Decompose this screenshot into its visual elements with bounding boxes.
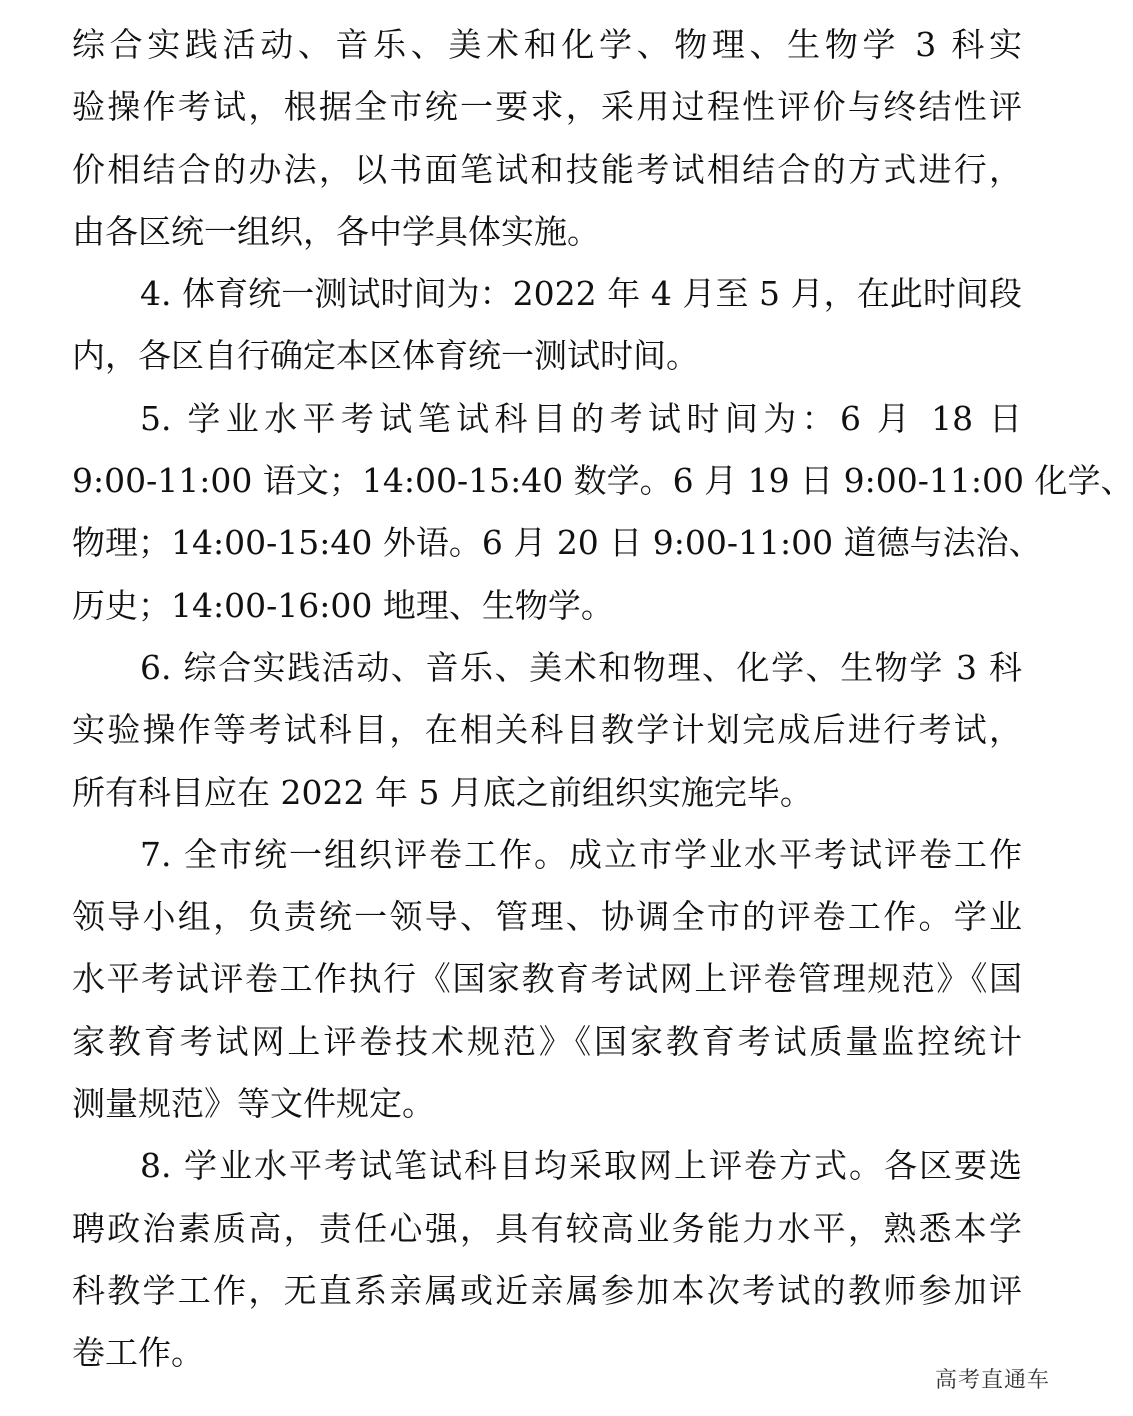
text-line: 科教学工作，无直系亲属或近亲属参加本次考试的教师参加评 (72, 1270, 1022, 1310)
text-line: 4. 体育统一测试时间为：2022 年 4 月至 5 月，在此时间段 (140, 274, 1022, 314)
paragraph (72, 263, 1022, 388)
text-line: 家教育考试网上评卷技术规范》《国家教育考试质量监控统计 (72, 1021, 1022, 1061)
paragraph (72, 824, 1022, 1135)
text-line: 验操作考试，根据全市统一要求，采用过程性评价与终结性评 (72, 87, 1022, 127)
text-line: 8. 学业水平考试笔试科目均采取网上评卷方式。各区要选 (140, 1146, 1022, 1186)
text-line: 6. 综合实践活动、音乐、美术和物理、化学、生物学 3 科 (140, 647, 1022, 687)
text-line: 9:00-11:00 语文；14:00-15:40 数学。6 月 19 日 9:00-11:00 化学、 (72, 461, 1133, 501)
text-line: 卷工作。 (72, 1333, 204, 1373)
text-line: 所有科目应在 2022 年 5 月底之前组织实施完毕。 (72, 772, 813, 812)
watermark: 高考直通车 (934, 1368, 1050, 1393)
text-line: 实验操作等考试科目，在相关科目教学计划完成后进行考试， (72, 710, 1022, 750)
text-line: 价相结合的办法，以书面笔试和技能考试相结合的方式进行， (72, 149, 1022, 189)
paragraph (72, 1135, 1022, 1384)
paragraph (72, 388, 1133, 637)
text-line: 由各区统一组织，各中学具体实施。 (72, 211, 600, 251)
text-line: 聘政治素质高，责任心强，具有较高业务能力水平，熟悉本学 (72, 1208, 1022, 1248)
text-line: 物理；14:00-15:40 外语。6 月 20 日 9:00-11:00 道德与法治、 (72, 523, 1042, 563)
text-line: 综合实践活动、音乐、美术和化学、物理、生物学 3 科实 (72, 25, 1022, 64)
text-line: 历史；14:00-16:00 地理、生物学。 (72, 585, 614, 625)
document-body (72, 14, 1133, 1385)
text-line: 5. 学业水平考试笔试科目的考试时间为：6 月 18 日 (140, 398, 1022, 438)
text-line: 领导小组，负责统一领导、管理、协调全市的评卷工作。学业 (72, 897, 1022, 937)
text-line: 7. 全市统一组织评卷工作。成立市学业水平考试评卷工作 (140, 834, 1022, 874)
text-line: 测量规范》等文件规定。 (72, 1084, 435, 1124)
paragraph (72, 637, 1022, 824)
paragraph (72, 14, 1022, 263)
text-line: 内，各区自行确定本区体育统一测试时间。 (72, 336, 699, 376)
text-line: 水平考试评卷工作执行《国家教育考试网上评卷管理规范》《国 (72, 959, 1022, 999)
